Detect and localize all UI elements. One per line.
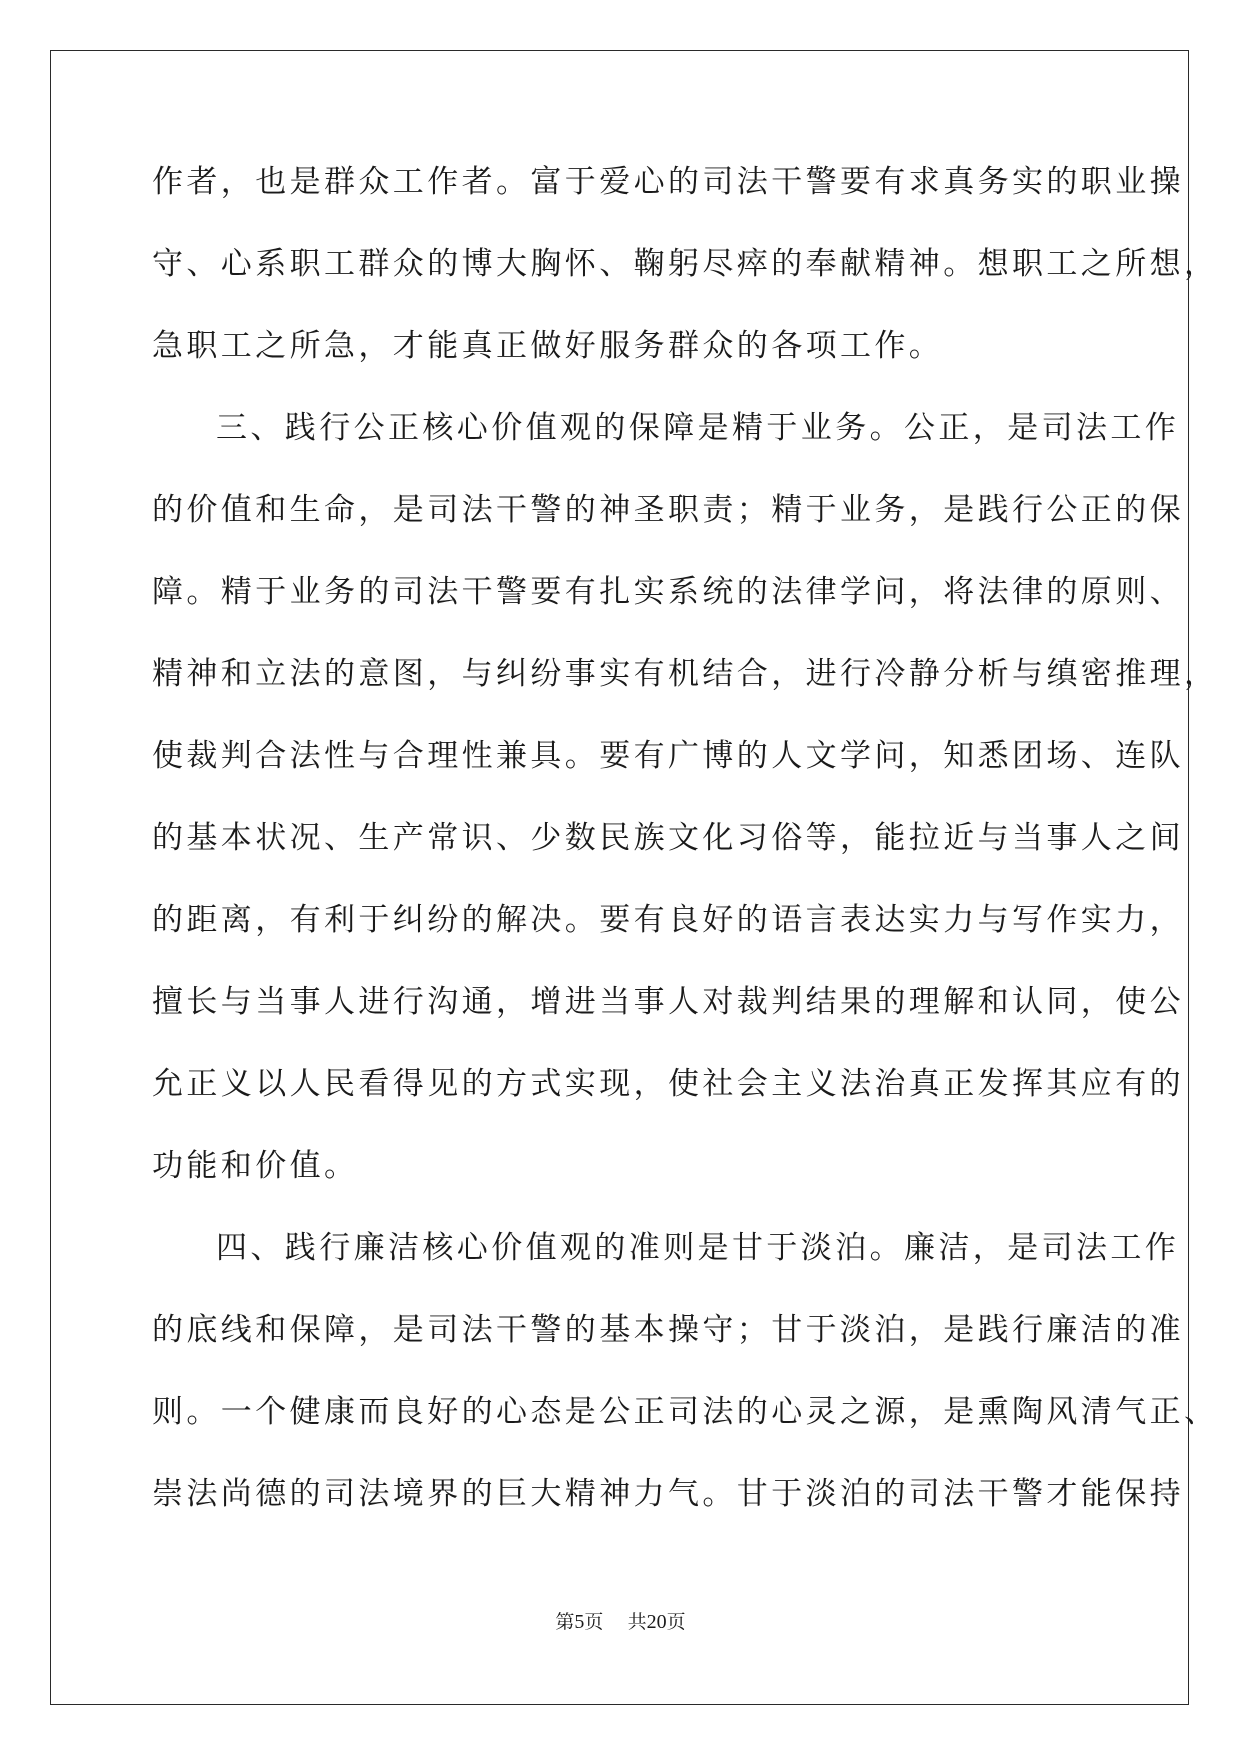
text-line: 功能和价值。 bbox=[152, 1148, 359, 1184]
total-pages-number: 20 bbox=[646, 1611, 667, 1633]
page-prefix: 第 bbox=[555, 1611, 575, 1633]
text-line: 的价值和生命，是司法干警的神圣职责；精于业务，是践行公正的保 bbox=[152, 492, 1184, 528]
paragraph-start-line: 四、践行廉洁核心价值观的准则是甘于淡泊。廉洁，是司法工作 bbox=[216, 1230, 1180, 1266]
text-line: 的基本状况、生产常识、少数民族文化习俗等，能拉近与当事人之间 bbox=[152, 820, 1184, 856]
total-suffix: 页 bbox=[666, 1611, 686, 1633]
paragraph-start-line: 三、践行公正核心价值观的保障是精于业务。公正，是司法工作 bbox=[216, 410, 1180, 446]
text-line: 允正义以人民看得见的方式实现，使社会主义法治真正发挥其应有的 bbox=[152, 1066, 1184, 1102]
text-line: 障。精于业务的司法干警要有扎实系统的法律学问，将法律的原则、 bbox=[152, 574, 1184, 610]
document-body bbox=[152, 162, 1219, 1556]
text-line: 擅长与当事人进行沟通，增进当事人对裁判结果的理解和认同，使公 bbox=[152, 984, 1184, 1020]
text-line: 的底线和保障，是司法干警的基本操守；甘于淡泊，是践行廉洁的准 bbox=[152, 1312, 1184, 1348]
text-line: 使裁判合法性与合理性兼具。要有广博的人文学问，知悉团场、连队 bbox=[152, 738, 1184, 774]
text-line: 则。一个健康而良好的心态是公正司法的心灵之源，是熏陶风清气正、 bbox=[152, 1394, 1219, 1430]
text-line: 精神和立法的意图，与纠纷事实有机结合，进行冷静分析与缜密推理， bbox=[152, 656, 1219, 692]
text-line: 守、心系职工群众的博大胸怀、鞠躬尽瘁的奉献精神。想职工之所想， bbox=[152, 246, 1219, 282]
current-page-number: 5 bbox=[574, 1611, 585, 1633]
text-line: 作者，也是群众工作者。富于爱心的司法干警要有求真务实的职业操 bbox=[152, 164, 1184, 200]
page-footer bbox=[0, 1610, 1241, 1634]
text-line: 的距离，有利于纠纷的解决。要有良好的语言表达实力与写作实力， bbox=[152, 902, 1184, 938]
total-prefix: 共 bbox=[627, 1611, 647, 1633]
page-suffix: 页 bbox=[584, 1611, 604, 1633]
text-line: 急职工之所急，才能真正做好服务群众的各项工作。 bbox=[152, 328, 944, 364]
text-line: 崇法尚德的司法境界的巨大精神力气。甘于淡泊的司法干警才能保持 bbox=[152, 1476, 1184, 1512]
